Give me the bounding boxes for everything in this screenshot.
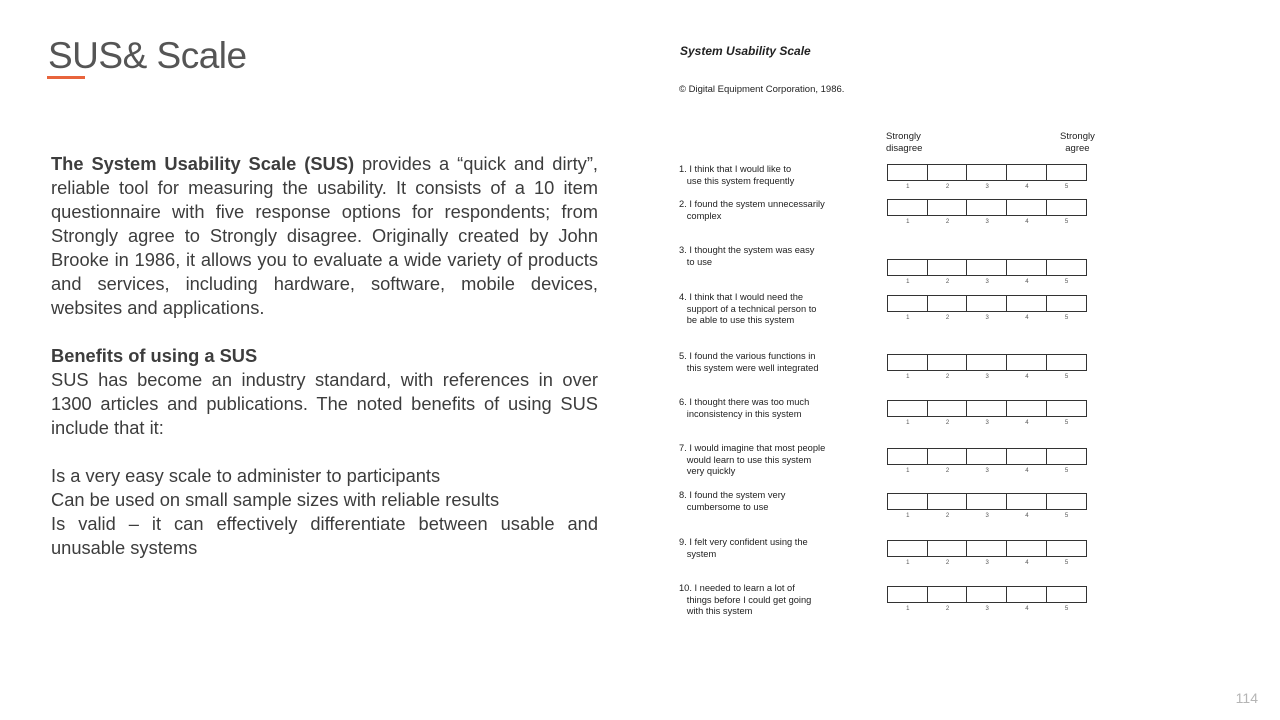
scale-label: 4 bbox=[1025, 420, 1029, 426]
response-box bbox=[1006, 354, 1047, 371]
scale-label: 2 bbox=[945, 219, 950, 225]
scale-labels bbox=[887, 606, 1085, 612]
intro-bold: The System Usability Scale (SUS) bbox=[51, 153, 355, 174]
scale-label: 5 bbox=[1064, 420, 1069, 426]
response-box bbox=[927, 400, 968, 417]
scale-label: 1 bbox=[906, 606, 910, 612]
scale-label: 5 bbox=[1064, 560, 1069, 566]
scale-label: 3 bbox=[985, 315, 989, 321]
response-box bbox=[927, 448, 968, 465]
scale-header-left: Strongly disagree bbox=[886, 131, 923, 154]
scale-label: 2 bbox=[945, 468, 950, 474]
scale-label: 3 bbox=[985, 606, 989, 612]
scale-labels bbox=[887, 420, 1085, 426]
scale-labels bbox=[887, 560, 1085, 566]
sus-item-text: 2. I found the system unnecessarily complex bbox=[679, 199, 825, 221]
response-box bbox=[1046, 164, 1087, 181]
response-box bbox=[1006, 199, 1047, 216]
scale-label: 2 bbox=[945, 279, 950, 285]
response-boxes bbox=[887, 586, 1086, 603]
response-box bbox=[887, 199, 928, 216]
response-box bbox=[966, 354, 1007, 371]
scale-label: 2 bbox=[945, 184, 950, 190]
intro-paragraph bbox=[51, 152, 598, 320]
body-text bbox=[51, 152, 598, 560]
scale-labels bbox=[887, 468, 1085, 474]
response-box bbox=[1046, 259, 1087, 276]
benefit-item: Can be used on small sample sizes with reliable results bbox=[51, 489, 500, 510]
response-box bbox=[927, 493, 968, 510]
scale-label: 2 bbox=[945, 315, 950, 321]
response-box bbox=[1006, 448, 1047, 465]
response-box bbox=[966, 259, 1007, 276]
response-box bbox=[927, 586, 968, 603]
response-boxes bbox=[887, 540, 1086, 557]
scale-label: 3 bbox=[985, 468, 989, 474]
scale-label: 3 bbox=[985, 219, 989, 225]
sus-item-text: 1. I think that I would like to use this system frequently bbox=[679, 164, 795, 186]
response-box bbox=[966, 540, 1007, 557]
sus-form-image bbox=[676, 40, 1136, 640]
form-title: System Usability Scale bbox=[680, 44, 811, 58]
scale-label: 5 bbox=[1064, 606, 1069, 612]
scale-label: 5 bbox=[1064, 315, 1069, 321]
sus-item-text: 7. I would imagine that most people would learn to use this system very quickly bbox=[679, 443, 826, 476]
scale-label: 4 bbox=[1025, 279, 1029, 285]
sus-item-text: 6. I thought there was too much inconsistency in this system bbox=[679, 397, 810, 419]
response-box bbox=[887, 400, 928, 417]
response-box bbox=[927, 259, 968, 276]
scale-label: 3 bbox=[985, 279, 989, 285]
response-box bbox=[887, 295, 928, 312]
response-box bbox=[966, 586, 1007, 603]
response-boxes bbox=[887, 259, 1086, 276]
response-box bbox=[966, 199, 1007, 216]
response-box bbox=[1046, 493, 1087, 510]
scale-label: 4 bbox=[1025, 315, 1029, 321]
scale-labels bbox=[887, 279, 1085, 285]
benefits-intro: SUS has become an industry standard, with references in over 1300 articles and publications. The noted benefits of using SUS include that it: bbox=[51, 369, 598, 438]
scale-label: 2 bbox=[945, 374, 950, 380]
sus-item-text: 5. I found the various functions in this system were well integrated bbox=[679, 351, 819, 373]
scale-label: 1 bbox=[906, 374, 910, 380]
response-box bbox=[966, 400, 1007, 417]
scale-labels bbox=[887, 184, 1085, 190]
benefits-heading: Benefits of using a SUS bbox=[51, 345, 258, 366]
intro-rest: provides a “quick and dirty”, reliable tool for measuring the usability. It consists of a 10 item questionnaire with five response options for respondents; from Strongly agree to Strongly disagree. Originally created by John Brooke in 1986, it allows you to evaluate a wide variety of products and services, including hardware, software, mobile devices, websites and applications. bbox=[51, 153, 598, 318]
response-box bbox=[887, 354, 928, 371]
response-box bbox=[1046, 448, 1087, 465]
sus-item-text: 4. I think that I would need the support of a technical person to be able to use this system bbox=[679, 292, 817, 325]
response-box bbox=[966, 295, 1007, 312]
scale-label: 3 bbox=[985, 560, 989, 566]
scale-label: 3 bbox=[985, 374, 989, 380]
response-box bbox=[887, 448, 928, 465]
scale-label: 4 bbox=[1025, 606, 1029, 612]
scale-label: 3 bbox=[985, 513, 989, 519]
scale-label: 5 bbox=[1064, 279, 1069, 285]
response-box bbox=[887, 259, 928, 276]
response-box bbox=[887, 164, 928, 181]
scale-labels bbox=[887, 513, 1085, 519]
scale-label: 5 bbox=[1064, 513, 1069, 519]
response-box bbox=[887, 540, 928, 557]
response-box bbox=[887, 493, 928, 510]
response-box bbox=[966, 164, 1007, 181]
response-boxes bbox=[887, 493, 1086, 510]
response-boxes bbox=[887, 199, 1086, 216]
scale-labels bbox=[887, 374, 1085, 380]
response-box bbox=[927, 354, 968, 371]
response-box bbox=[1046, 586, 1087, 603]
sus-item-text: 10. I needed to learn a lot of things before I could get going with this system bbox=[679, 583, 812, 616]
scale-label: 2 bbox=[945, 513, 950, 519]
response-box bbox=[966, 493, 1007, 510]
page-number: 114 bbox=[1235, 690, 1258, 706]
scale-label: 2 bbox=[945, 606, 950, 612]
scale-labels bbox=[887, 219, 1085, 225]
scale-label: 5 bbox=[1064, 374, 1069, 380]
scale-label: 5 bbox=[1064, 184, 1069, 190]
sus-item-text: 9. I felt very confident using the system bbox=[679, 537, 808, 559]
response-box bbox=[1006, 295, 1047, 312]
response-box bbox=[927, 164, 968, 181]
response-box bbox=[927, 199, 968, 216]
scale-labels bbox=[887, 315, 1085, 321]
form-copyright: © Digital Equipment Corporation, 1986. bbox=[679, 84, 845, 95]
response-box bbox=[1006, 259, 1047, 276]
response-box bbox=[1046, 199, 1087, 216]
response-box bbox=[1006, 493, 1047, 510]
benefit-item: Is a very easy scale to administer to participants bbox=[51, 465, 441, 486]
response-box bbox=[1006, 586, 1047, 603]
scale-label: 1 bbox=[906, 560, 910, 566]
response-box bbox=[1006, 400, 1047, 417]
response-box bbox=[1046, 295, 1087, 312]
scale-label: 5 bbox=[1064, 219, 1069, 225]
response-box bbox=[1006, 540, 1047, 557]
response-box bbox=[1046, 354, 1087, 371]
scale-label: 4 bbox=[1025, 468, 1029, 474]
scale-label: 1 bbox=[906, 279, 910, 285]
response-boxes bbox=[887, 295, 1086, 312]
scale-label: 3 bbox=[985, 420, 989, 426]
scale-label: 2 bbox=[945, 560, 950, 566]
scale-label: 4 bbox=[1025, 560, 1029, 566]
scale-label: 4 bbox=[1025, 184, 1029, 190]
sus-item-text: 3. I thought the system was easy to use bbox=[679, 245, 815, 267]
scale-label: 4 bbox=[1025, 513, 1029, 519]
scale-label: 3 bbox=[985, 184, 989, 190]
response-box bbox=[1006, 164, 1047, 181]
scale-label: 5 bbox=[1064, 468, 1069, 474]
response-boxes bbox=[887, 354, 1086, 371]
response-box bbox=[966, 448, 1007, 465]
scale-label: 1 bbox=[906, 420, 910, 426]
sus-item-text: 8. I found the system very cumbersome to use bbox=[679, 490, 786, 512]
scale-label: 1 bbox=[906, 184, 910, 190]
scale-label: 1 bbox=[906, 219, 910, 225]
scale-label: 2 bbox=[945, 420, 950, 426]
benefit-item: Is valid – it can effectively differentiate between usable and unusable systems bbox=[51, 513, 598, 558]
scale-label: 1 bbox=[906, 513, 910, 519]
scale-label: 4 bbox=[1025, 374, 1029, 380]
scale-label: 1 bbox=[906, 315, 910, 321]
scale-header-right: Strongly agree bbox=[1060, 131, 1095, 154]
title-accent-rule bbox=[47, 76, 85, 79]
response-box bbox=[887, 586, 928, 603]
response-box bbox=[927, 295, 968, 312]
response-boxes bbox=[887, 164, 1086, 181]
slide-title: SUS& Scale bbox=[48, 35, 247, 76]
response-boxes bbox=[887, 400, 1086, 417]
scale-label: 1 bbox=[906, 468, 910, 474]
scale-label: 4 bbox=[1025, 219, 1029, 225]
response-boxes bbox=[887, 448, 1086, 465]
response-box bbox=[1046, 540, 1087, 557]
response-box bbox=[927, 540, 968, 557]
response-box bbox=[1046, 400, 1087, 417]
